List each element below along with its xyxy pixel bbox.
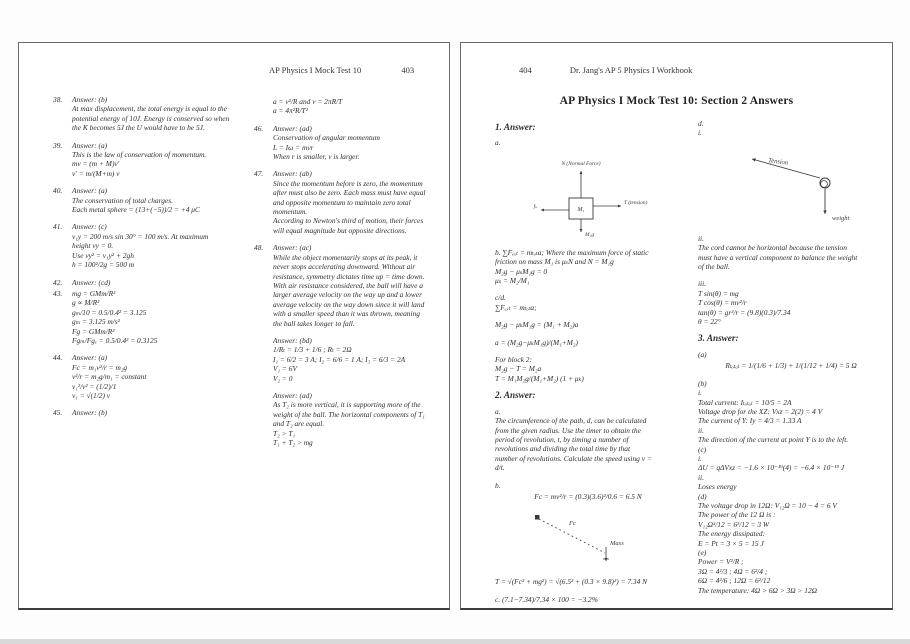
text-line: average velocity on the way down since it will land (273, 299, 425, 309)
answer-1-intro (495, 123, 681, 148)
text-line: ii. (698, 472, 704, 482)
weight-label: M₁g (585, 231, 595, 238)
text-line: M₂g − μₖM₁g = (M₁ + M₂)a (495, 320, 579, 330)
text-line: 1. Answer: (495, 122, 536, 132)
item-lines (698, 234, 884, 272)
right-page-columns (495, 119, 880, 612)
item-lines (273, 336, 440, 383)
answer-block (495, 338, 681, 347)
answer-block (53, 95, 239, 133)
answer-block (254, 243, 440, 328)
item-lines (72, 186, 239, 214)
answer-block (254, 391, 440, 447)
text-line: L = Iω = mvr (273, 142, 314, 152)
text-line: Each metal sphere = (13+(−5))/2 = +4 μC (72, 205, 200, 215)
text-line: With air resistance considered, the ball will have a (273, 280, 423, 290)
answer-block (698, 334, 884, 343)
text-line: Voltage drop for the XZ: Vxz = 2(2) = 4 V (698, 406, 823, 416)
text-line: When r is smaller, v is larger. (273, 152, 360, 162)
answer-2d-intro (698, 119, 884, 138)
text-line: T₁ + T₂ > mg (273, 438, 313, 447)
text-line: Answer: (a) (72, 140, 108, 150)
text-line: friction on mass M₁ is μₛN and N = M₁g (495, 257, 614, 267)
item-lines (273, 97, 440, 116)
text-line: v²/r = m₂g/m₁ = constant (72, 372, 147, 382)
text-line: ii. (698, 233, 704, 243)
answer-block (495, 355, 681, 383)
pivot-dot (535, 515, 540, 520)
text-line: ii. (698, 425, 704, 435)
answer-block (495, 577, 681, 586)
page-left (18, 42, 450, 610)
item-lines (495, 355, 681, 383)
item-number: 42. (53, 277, 63, 287)
answer-block (698, 119, 884, 138)
answer-block (53, 186, 239, 214)
text-line: Since the momentum before is zero, the momentum (273, 178, 423, 188)
text-line: θ = 22° (698, 317, 721, 327)
item-lines (495, 293, 681, 312)
text-line: resistance, symmetry dictates time up = time down. (273, 271, 425, 281)
item-lines (72, 141, 239, 179)
answer-block (254, 97, 440, 116)
text-line: 1/Rₜ = 1/3 + 1/6 ; Rₜ = 2Ω (273, 345, 352, 355)
text-line: According to Newton's third of motion, their forces (273, 216, 424, 226)
answer-block (698, 279, 884, 326)
text-line: 2. Answer: (495, 390, 536, 401)
weight-label: weight (832, 214, 850, 222)
text-line: the ball takes longer to fall. (273, 318, 355, 328)
text-line: (d) (698, 491, 707, 501)
page-number-left: 403 (401, 65, 415, 75)
free-body-diagram (509, 156, 667, 240)
item-number: 46. (254, 123, 264, 133)
text-line: (b) (698, 378, 707, 388)
text-line: of the ball. (698, 262, 730, 272)
tension-label: T (tension) (624, 199, 648, 206)
text-line: The cord cannot be horizontal because the tension (698, 243, 847, 253)
text-line: larger average velocity on the way up and a lower (273, 290, 422, 300)
text-line: (c) (698, 444, 707, 454)
text-line: a. (495, 406, 501, 416)
text-line: with a smaller speed than it was thrown, meaning (273, 309, 420, 319)
answer-block (254, 169, 440, 235)
text-line: revolutions and dividing the total time by that (495, 444, 630, 454)
text-line: d. (698, 119, 704, 128)
item-lines (698, 334, 884, 343)
answer-block (53, 408, 239, 417)
item-lines (72, 222, 239, 269)
text-line: μₛ = M₂/M₁ (495, 276, 530, 286)
text-line: M₂g − T = M₂a (495, 364, 542, 374)
answer-block (698, 379, 884, 595)
item-number: 38. (53, 95, 63, 104)
text-line: from the given radius. Use the timer to obtain the (495, 425, 641, 435)
text-line: V₂ = 0 (273, 373, 293, 383)
item-lines (495, 338, 681, 347)
text-line: tan(θ) = gr²/r = (9.8)(0.3)/7.34 (698, 307, 791, 317)
ball-scribble (821, 180, 828, 187)
answer-block (495, 595, 681, 604)
item-lines (495, 481, 681, 490)
item-lines (495, 320, 681, 329)
text-line: gₘ/10 = 0.5/0.4² = 3.125 (72, 307, 147, 317)
item-lines (72, 353, 239, 400)
text-line: a = 4π²R/T² (273, 106, 308, 116)
answer-block (53, 278, 239, 287)
text-line: The power of the 12 Ω is : (698, 510, 776, 520)
text-line: Total current: Iₜₒₜₐₗ = 10/5 = 2A (698, 397, 792, 407)
text-line: Answer: (c) (72, 222, 107, 232)
item-number: 41. (53, 222, 63, 232)
left-page-column-1 (53, 95, 239, 455)
text-line: i. (698, 128, 702, 138)
text-line: E = Pt = 3 × 5 = 15 J (698, 538, 764, 548)
left-page-column-2 (254, 95, 440, 455)
text-line: Loses energy (698, 482, 737, 492)
mass-label: Mass (610, 540, 624, 548)
left-page-header (269, 65, 414, 75)
right-page-column-2 (698, 119, 884, 612)
text-line: 3Ω = 4²/3 ; 4Ω = 6²/4 ; (698, 566, 768, 576)
text-line: Answer: (b) (72, 408, 108, 418)
pendulum-sketch (724, 140, 894, 226)
right-page-header (519, 65, 692, 75)
item-number: 40. (53, 186, 63, 196)
text-line: b. (495, 480, 501, 490)
text-line: T₂ > T₁ (273, 428, 296, 438)
text-line: Answer: (b) (72, 95, 108, 104)
friction-label: fₛ (533, 203, 537, 210)
item-lines (495, 138, 681, 147)
answer-block (698, 350, 884, 359)
text-line: T cos(θ) = mv²/r (698, 298, 747, 308)
item-number: 47. (254, 169, 264, 179)
text-line: and T₂ are equal. (273, 419, 325, 429)
text-line: The current of Y: Iy = 4/3 = 1.33 A (698, 416, 802, 426)
item-number (254, 97, 273, 116)
answer-block (495, 248, 681, 286)
item-lines (495, 248, 681, 286)
item-lines (72, 289, 239, 345)
answer-block (495, 138, 681, 147)
text-line: Answer: (ad) (273, 390, 312, 400)
text-line: c. (7.1−7.34)/7.34 × 100 = −3.2% (495, 594, 598, 604)
screenshot-bottom-edge (0, 639, 910, 644)
item-lines (72, 408, 239, 417)
text-line: mv = (m + M)v′ (72, 159, 120, 169)
text-line: and opposite momentum to maintain zero total (273, 197, 411, 207)
text-line: Conservation of angular momentum (273, 133, 380, 143)
text-line: i. (698, 388, 702, 398)
answer-block (495, 123, 681, 132)
text-line: v₁y = 200 m/s sin 30° = 100 m/s. At maximum (72, 231, 209, 241)
text-line: Answer: (ab) (273, 169, 312, 179)
item-lines (273, 169, 440, 235)
answer-block (698, 361, 884, 370)
text-line: period of revolution, t, by timing a number of (495, 434, 629, 444)
item-lines (495, 577, 681, 586)
text-line: For block 2: (495, 355, 532, 365)
text-line: The voltage drop in 12Ω: V₁₂Ω = 10 − 4 = 6 V (698, 500, 837, 510)
item-lines (698, 279, 884, 326)
item-lines (495, 492, 681, 501)
answer-2d-3 (698, 234, 884, 595)
section-title: AP Physics I Mock Test 10: Section 2 Answers (559, 95, 794, 107)
item-number (254, 336, 273, 383)
item-lines (698, 119, 884, 138)
item-number: 45. (53, 408, 63, 418)
text-line: never stops accelerating downward. Without air (273, 262, 416, 272)
text-line: h = 100²/2g = 500 m (72, 260, 135, 270)
circular-motion-sketch (509, 509, 659, 569)
text-line: Fg = GMm/R² (72, 326, 115, 336)
text-line: v′ = m/(M+m) v (72, 168, 120, 178)
text-line: I₁ = 6/2 = 3 A; I₂ = 6/6 = 1 A; I₃ = 6/3 = 2A (273, 354, 406, 364)
text-line: T sin(θ) = mg (698, 288, 739, 298)
text-line: momentum. (273, 207, 308, 217)
text-line: d/t. (495, 463, 505, 473)
text-line: b. ∑Fₑₓₜ = mₜₒₜa; Where the maximum force of static (495, 247, 649, 257)
text-line: Use vy² = v₁y² + 2gh (72, 250, 134, 260)
text-line: a = (M₂g−μₖM₁g)/(M₁+M₂) (495, 337, 578, 347)
item-lines (273, 124, 440, 162)
tension-label: Tension (767, 156, 789, 167)
text-line: g ∝ M/R² (72, 298, 100, 308)
running-title-right: Dr. Jang's AP 5 Physics I Workbook (569, 65, 693, 75)
text-line: potential energy of 10J. Energy is conserved so when (72, 113, 230, 123)
text-line: Fc = mv²/r = (0.3)(3.6)²/0.6 = 6.5 N (534, 491, 642, 501)
text-line: 6Ω = 4²/6 ; 12Ω = 6²/12 (698, 576, 771, 586)
text-line: While the object momentarily stops at its peak, it (273, 252, 418, 262)
item-lines (72, 278, 239, 287)
answer-block (254, 336, 440, 383)
text-line: number of revolutions. Calculate the speed using v = (495, 453, 652, 463)
text-line: As T₂ is more vertical, it is supporting more of the (273, 400, 421, 410)
item-lines (495, 391, 681, 400)
text-line: Answer: (ac) (273, 243, 312, 253)
text-line: a = v²/R and v = 2πR/T (273, 97, 343, 106)
text-line: The circumference of the path, d, can be calculated (495, 416, 647, 426)
text-line: (e) (698, 548, 707, 557)
answer-block (495, 320, 681, 329)
answer-block (495, 293, 681, 312)
text-line: will equal magnitude but opposite directions. (273, 225, 407, 235)
item-number: 48. (254, 243, 264, 253)
text-line: v₁²/v² = (1/2)/1 (72, 381, 117, 391)
text-line: height vy = 0. (72, 241, 114, 251)
text-line: after must also be zero. Each mass must have equal (273, 188, 426, 198)
answer-1b-2b (495, 248, 681, 502)
text-line: Power = V²/R ; (698, 557, 744, 567)
item-lines (698, 361, 884, 370)
text-line: c/d. (495, 293, 506, 303)
item-lines (273, 391, 440, 447)
normal-force-label: N (Normal Force) (561, 160, 601, 167)
page-right (460, 42, 893, 610)
fc-label: Fc (569, 520, 576, 528)
text-line: M₂g − μₛM₁g = 0 (495, 266, 548, 276)
answer-block (495, 391, 681, 400)
text-line: Answer: (cd) (72, 277, 111, 287)
text-line: V₁ = 6V (273, 364, 297, 374)
left-page-columns (53, 95, 435, 455)
item-lines (273, 243, 440, 328)
text-line: V₁₂Ω²/12 = 6²/12 = 3 W (698, 519, 770, 529)
text-line: T = M₁M₂g/(M₁+M₂) (1 + μₖ) (495, 373, 584, 383)
text-line: a. (495, 138, 501, 148)
item-lines (72, 95, 239, 133)
answer-block (254, 124, 440, 162)
text-line: iii. (698, 279, 707, 289)
answer-block (53, 289, 239, 345)
item-lines (698, 379, 884, 595)
text-line: ΔU = qΔVxz = −1.6 × 10⁻¹⁹(4) = −6.4 × 10⁻¹⁹ J (698, 463, 845, 473)
text-line: Rₜₒₜₐₗ = 1/(1/6 + 1/3) + 1/(1/12 + 1/4) = 5 Ω (725, 361, 857, 371)
text-line: weight of the ball. The horizontal components of T₁ (273, 409, 425, 419)
text-line: i. (698, 453, 702, 463)
text-line: This is the law of conservation of momentum. (72, 150, 207, 160)
text-line: The temperature: 4Ω > 6Ω > 3Ω > 12Ω (698, 585, 817, 595)
item-number: 44. (53, 353, 63, 363)
mass-box-label: M₁ (577, 206, 585, 213)
text-line: Answer: (bd) (273, 335, 312, 345)
item-number: 39. (53, 140, 63, 150)
answer-block (495, 481, 681, 490)
text-line: Fgₘ/Fgₑ = 0.5/0.4² = 0.3125 (72, 335, 158, 345)
text-line: Answer: (a) (72, 186, 108, 196)
text-line: Answer: (a) (72, 353, 108, 363)
text-line: mg = GMm/R² (72, 288, 116, 298)
text-line: 3. Answer: (698, 333, 739, 344)
text-line: v₁ = √(1/2) v (72, 390, 111, 400)
item-number: 43. (53, 288, 63, 298)
text-line: The direction of the current at point Y is to the left. (698, 435, 849, 445)
answer-block (495, 492, 681, 501)
answer-block (495, 407, 681, 473)
answer-2bc (495, 577, 681, 604)
text-line: Answer: (ad) (273, 123, 312, 133)
text-line: At max displacement, the total energy is equal to the (72, 104, 227, 114)
text-line: must have a vertical component to balance the weight (698, 252, 858, 262)
answer-block (53, 222, 239, 269)
text-line: the K becomes 5J the U would have to be 5J. (72, 123, 205, 133)
item-lines (495, 407, 681, 473)
text-line: Fc = m₁v²/r = m₂g (72, 362, 128, 372)
text-line: The conservation of total charges. (72, 195, 173, 205)
text-line: (a) (698, 349, 707, 359)
answer-block (698, 234, 884, 272)
page-number-right: 404 (519, 65, 532, 75)
item-lines (495, 123, 681, 132)
text-line: The energy dissipated: (698, 529, 766, 539)
item-number (254, 391, 273, 447)
answer-block (53, 141, 239, 179)
item-lines (698, 350, 884, 359)
right-page-column-1 (495, 119, 681, 612)
answer-block (53, 353, 239, 400)
text-line: ∑Fₑₓₜ = mₜₒₜa; (495, 302, 537, 312)
item-lines (495, 595, 681, 604)
text-line: T = √(Fc² + mg²) = √(6.5² + (0.3 × 9.8)²) = 7.34 N (495, 577, 648, 587)
running-title: AP Physics I Mock Test 10 (269, 65, 362, 75)
text-line: gₘ = 3.125 m/s² (72, 317, 120, 327)
